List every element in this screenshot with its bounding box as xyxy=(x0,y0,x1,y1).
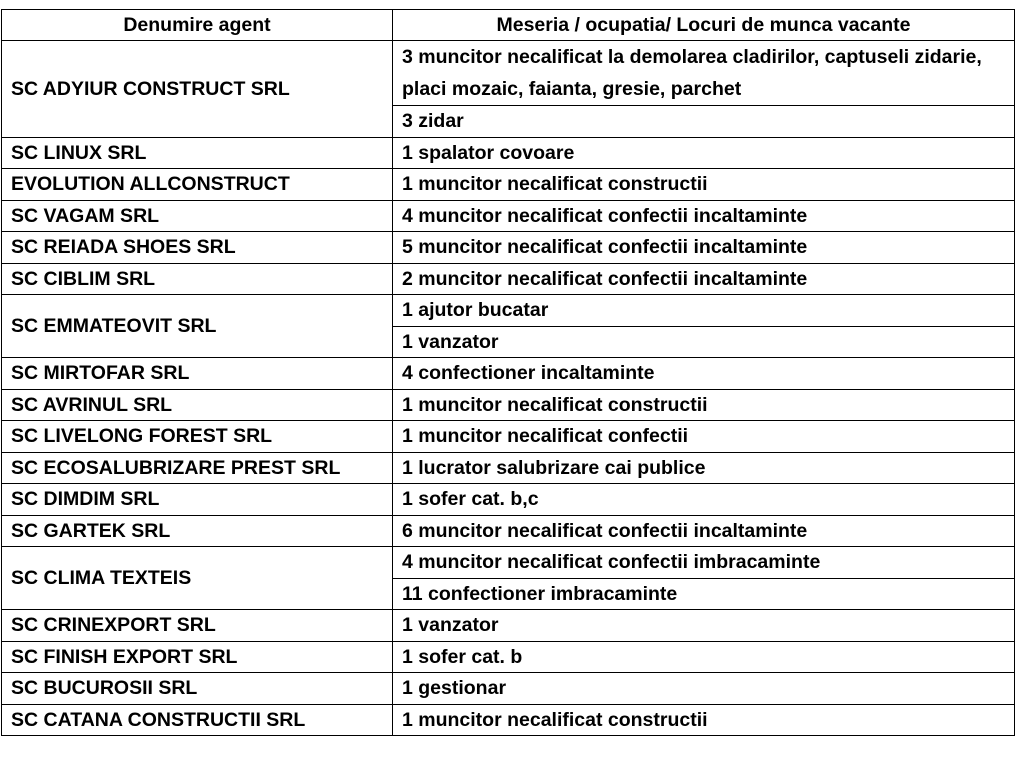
job-description: 4 confectioner incaltaminte xyxy=(393,358,1015,390)
agent-name: SC GARTEK SRL xyxy=(2,515,393,547)
job-description: 3 muncitor necalificat la demolarea cladirilor, captuseli zidarie, placi mozaic, faianta, gresie, parchet xyxy=(393,41,1015,106)
table-row xyxy=(2,547,1015,579)
agent-name: SC DIMDIM SRL xyxy=(2,484,393,516)
table-row xyxy=(2,200,1015,232)
job-description: 1 muncitor necalificat confectii xyxy=(393,421,1015,453)
table-row xyxy=(2,41,1015,106)
table-row xyxy=(2,295,1015,327)
agent-name: SC CRINEXPORT SRL xyxy=(2,610,393,642)
table-row xyxy=(2,484,1015,516)
agent-name: SC REIADA SHOES SRL xyxy=(2,232,393,264)
agent-name: SC AVRINUL SRL xyxy=(2,389,393,421)
job-description: 1 sofer cat. b xyxy=(393,641,1015,673)
agent-name: SC CLIMA TEXTEIS xyxy=(2,547,393,610)
header-job: Meseria / ocupatia/ Locuri de munca vacante xyxy=(393,10,1015,41)
table-row xyxy=(2,389,1015,421)
table-row xyxy=(2,673,1015,705)
table-row xyxy=(2,263,1015,295)
job-description: 1 muncitor necalificat constructii xyxy=(393,704,1015,736)
agent-name: SC MIRTOFAR SRL xyxy=(2,358,393,390)
job-description: 1 muncitor necalificat constructii xyxy=(393,389,1015,421)
agent-name: SC FINISH EXPORT SRL xyxy=(2,641,393,673)
job-description: 1 gestionar xyxy=(393,673,1015,705)
table-row xyxy=(2,641,1015,673)
job-description: 11 confectioner imbracaminte xyxy=(393,578,1015,610)
agent-name: SC CIBLIM SRL xyxy=(2,263,393,295)
header-row xyxy=(2,10,1015,41)
job-description: 3 zidar xyxy=(393,106,1015,138)
table-row xyxy=(2,610,1015,642)
table-row xyxy=(2,169,1015,201)
table-row xyxy=(2,452,1015,484)
job-description: 5 muncitor necalificat confectii incaltaminte xyxy=(393,232,1015,264)
job-description: 4 muncitor necalificat confectii incaltaminte xyxy=(393,200,1015,232)
job-description: 4 muncitor necalificat confectii imbracaminte xyxy=(393,547,1015,579)
agent-name: SC LINUX SRL xyxy=(2,137,393,169)
table-row xyxy=(2,358,1015,390)
agent-name: SC EMMATEOVIT SRL xyxy=(2,295,393,358)
job-description: 1 muncitor necalificat constructii xyxy=(393,169,1015,201)
job-description: 1 sofer cat. b,c xyxy=(393,484,1015,516)
job-description: 1 lucrator salubrizare cai publice xyxy=(393,452,1015,484)
agent-name: SC CATANA CONSTRUCTII SRL xyxy=(2,704,393,736)
table-body xyxy=(2,41,1015,736)
agent-name: SC BUCUROSII SRL xyxy=(2,673,393,705)
table-row xyxy=(2,232,1015,264)
job-description: 6 muncitor necalificat confectii incaltaminte xyxy=(393,515,1015,547)
table-row xyxy=(2,704,1015,736)
job-description: 2 muncitor necalificat confectii incaltaminte xyxy=(393,263,1015,295)
agent-name: SC VAGAM SRL xyxy=(2,200,393,232)
job-description: 1 ajutor bucatar xyxy=(393,295,1015,327)
table-row xyxy=(2,515,1015,547)
job-description: 1 vanzator xyxy=(393,610,1015,642)
agent-name: SC ECOSALUBRIZARE PREST SRL xyxy=(2,452,393,484)
job-description: 1 vanzator xyxy=(393,326,1015,358)
agent-name: EVOLUTION ALLCONSTRUCT xyxy=(2,169,393,201)
vacancies-table xyxy=(1,9,1015,736)
job-description: 1 spalator covoare xyxy=(393,137,1015,169)
agent-name: SC ADYIUR CONSTRUCT SRL xyxy=(2,41,393,138)
table-row xyxy=(2,137,1015,169)
header-agent: Denumire agent xyxy=(2,10,393,41)
agent-name: SC LIVELONG FOREST SRL xyxy=(2,421,393,453)
table-row xyxy=(2,421,1015,453)
